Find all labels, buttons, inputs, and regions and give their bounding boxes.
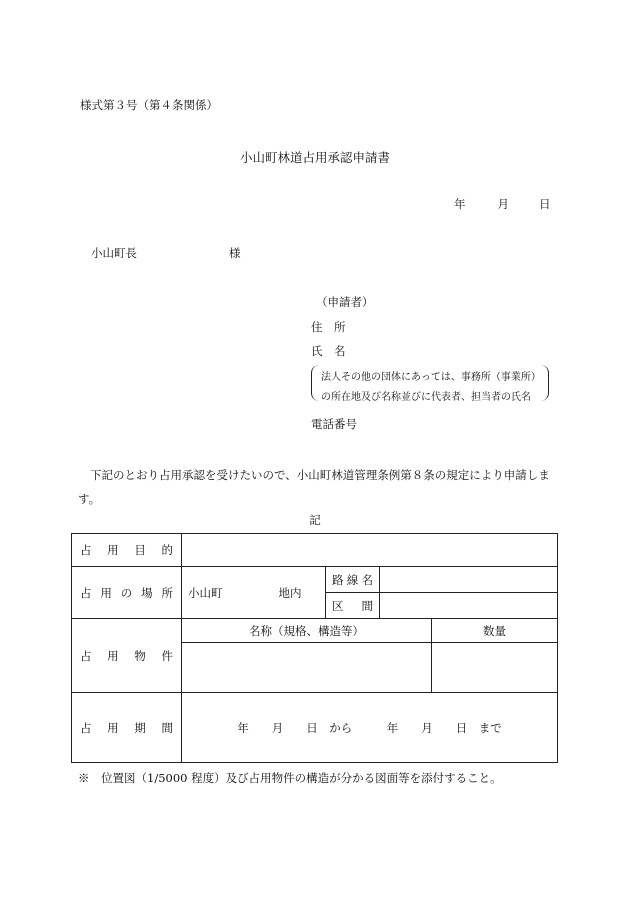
location-suffix: 地内 [278,585,302,600]
location-label: 占用の場所 [72,567,182,619]
date-year: 年 [454,197,466,211]
note-line-1: 法人その他の団体にあっては、事務所（事業所） [321,372,541,383]
page-title: 小山町林道占用承認申請書 [239,150,390,165]
section-label: 区間 [326,593,380,619]
date-month: 月 [497,197,509,211]
name-header: 名称（規格、構造等） [182,619,432,643]
application-table [71,533,558,763]
purpose-label: 占用目的 [72,534,182,567]
objects-name-field[interactable] [182,643,432,693]
objects-quantity-field[interactable] [432,643,558,693]
applicant-heading: （申請者） [316,295,374,309]
address-label: 住 所 [311,320,346,334]
ki-heading: 記 [309,513,321,527]
addressee-name: 小山町長 [91,246,137,260]
purpose-field[interactable] [182,534,558,567]
addressee-honorific: 様 [229,246,241,260]
quantity-header: 数量 [432,619,558,643]
name-label: 氏 名 [311,344,346,358]
route-field[interactable] [380,567,558,593]
note-line-2: の所在地及び名称並びに代表者、担当者の氏名 [321,392,531,403]
date-day: 日 [539,197,551,211]
location-prefix: 小山町 [188,585,223,600]
body-paragraph: 下記のとおり占用承認を受けたいので、小山町林道管理条例第８条の規定により申請します。 [78,468,550,506]
phone-label: 電話番号 [311,417,357,431]
date-line [454,196,551,212]
objects-label: 占用物件 [72,619,182,693]
period-field[interactable]: 年 月 日 から 年 月 日 まで [182,693,558,763]
route-label: 路線名 [326,567,380,593]
form-number: 様式第３号（第４条関係） [80,98,218,112]
footnote: ※ 位置図（1/5000 程度）及び占用物件の構造が分かる図面等を添付すること。 [78,771,502,785]
period-label: 占用期間 [72,693,182,763]
location-field[interactable] [182,567,326,619]
section-field[interactable] [380,593,558,619]
